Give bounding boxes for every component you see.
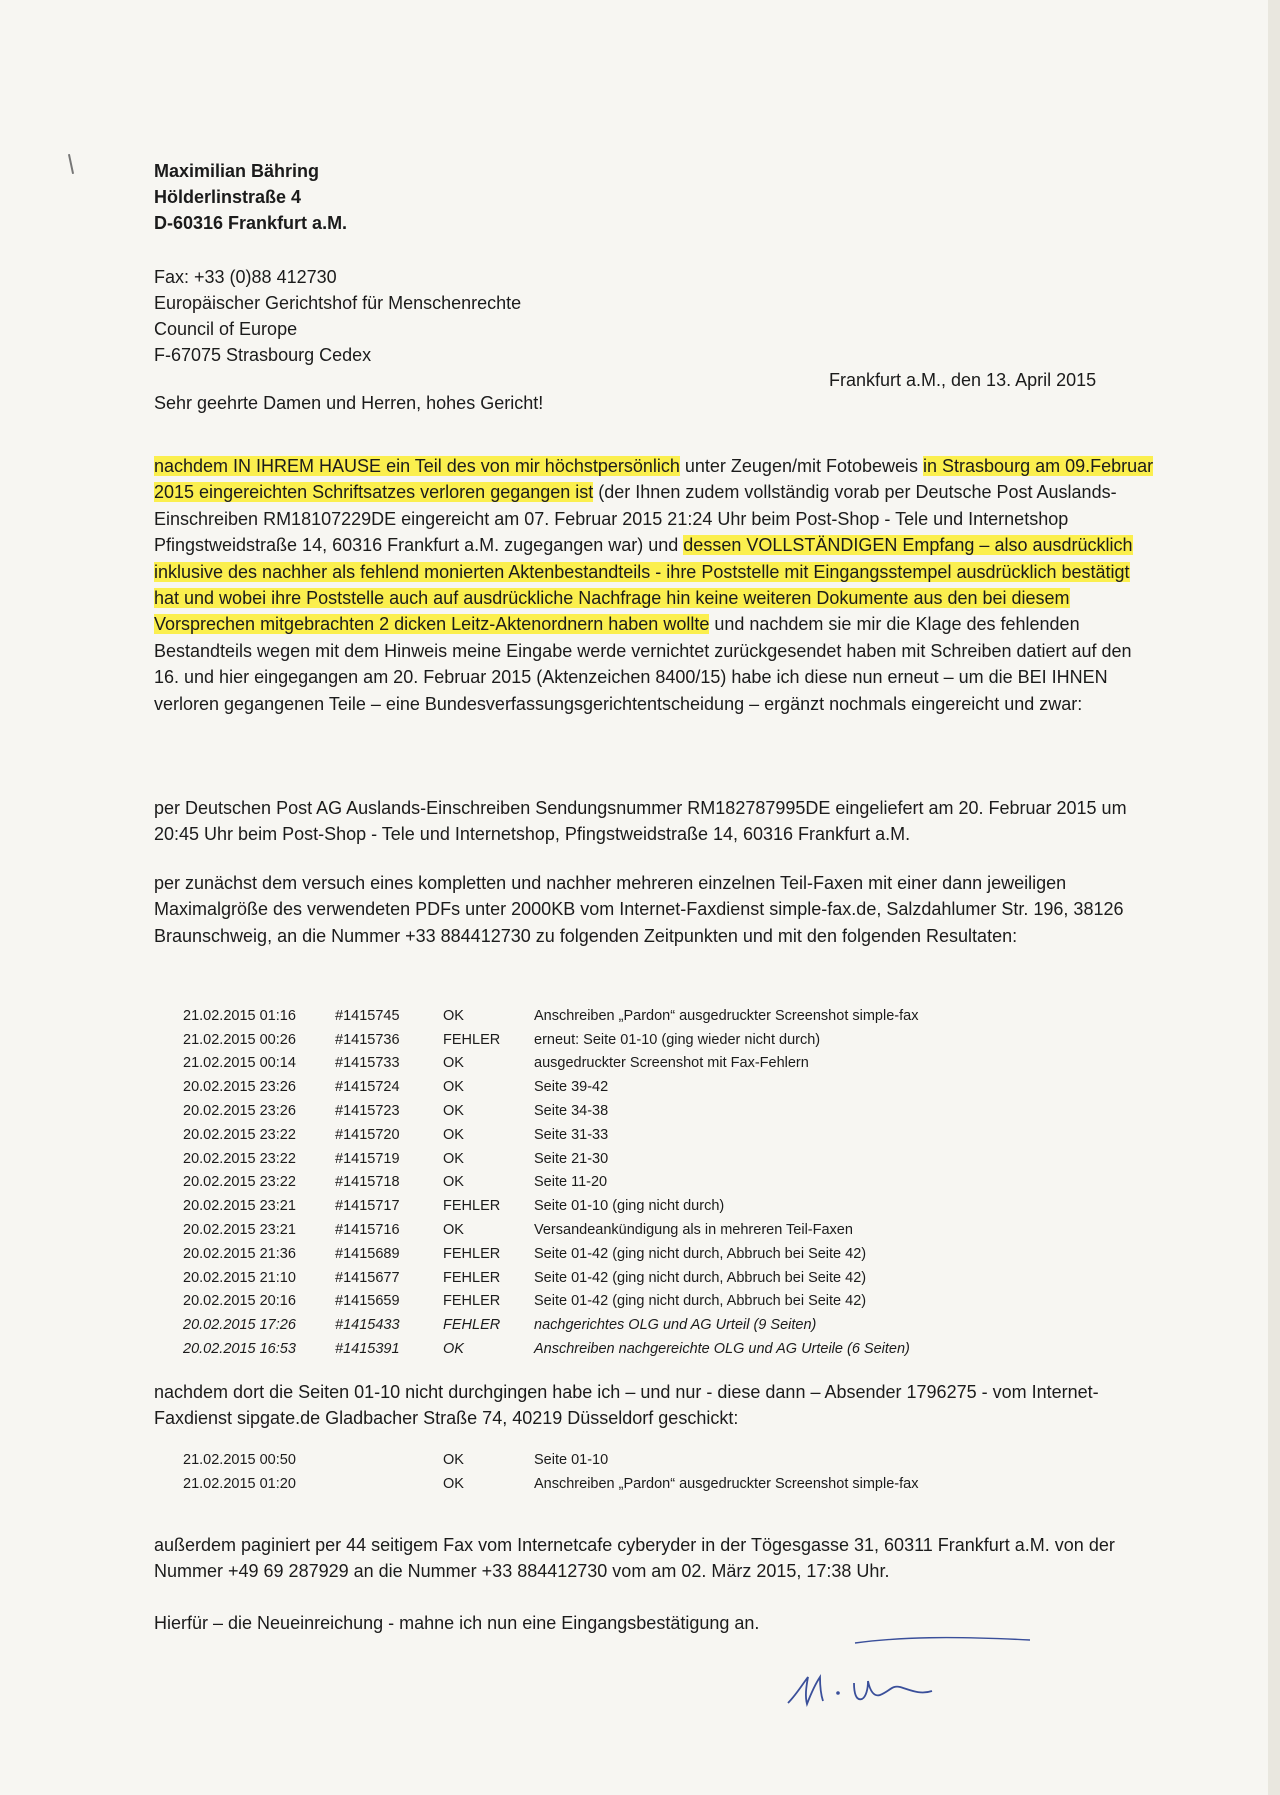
- sipgate-result: OK: [443, 1475, 464, 1492]
- fax-note: Anschreiben „Pardon“ ausgedruckter Screenshot simple-fax: [534, 1007, 919, 1024]
- fax-result: FEHLER: [443, 1198, 501, 1215]
- table-row: [183, 1218, 994, 1242]
- date-line: Frankfurt a.M., den 13. April 2015: [829, 370, 1097, 390]
- sipgate-note: Anschreiben „Pardon“ ausgedruckter Screenshot simple-fax: [534, 1475, 919, 1492]
- fax-date: 20.02.2015 23:21: [183, 1222, 296, 1239]
- paragraph-request: Hierfür – die Neueinreichung - mahne ich nun eine Eingangsbestätigung an.: [154, 1613, 760, 1633]
- fax-id: #1415677: [335, 1269, 400, 1286]
- sipgate-note: Seite 01-10: [534, 1451, 609, 1468]
- fax-result: OK: [443, 1055, 464, 1072]
- table-row: [183, 1194, 994, 1218]
- sender-city: D-60316 Frankfurt a.M.: [154, 213, 348, 233]
- fax-id: #1415716: [335, 1222, 400, 1239]
- table-row: [183, 1472, 994, 1496]
- recipient-fax: Fax: +33 (0)88 412730: [154, 267, 337, 287]
- table-row: [183, 1448, 994, 1472]
- fax-result: OK: [443, 1341, 464, 1358]
- fax-id: #1415717: [335, 1198, 400, 1215]
- table-row: [183, 1099, 994, 1123]
- fax-result: FEHLER: [443, 1317, 501, 1334]
- fax-date: 20.02.2015 21:36: [183, 1245, 296, 1262]
- fax-id: #1415659: [335, 1293, 400, 1310]
- highlight-3: dessen VOLLSTÄNDIGEN Empfang – also ausdrücklich inklusive des nachher als fehlend monierten Aktenbestandteils - ihre Poststelle mit Eingangsstempel ausdrücklich bestätigt hat und wobei ihre Poststelle auch auf ausdrückliche Nachfrage hin keine weiteren Dokumente aus den bei diesem Vorsprechen mitgebrachten 2 dicken Leitz-Aktenordnern haben wollte: [154, 535, 1133, 635]
- text-2: (der Ihnen zudem vollständig vorab per Deutsche Post Auslands-Einschreiben RM18107229DE eingereicht am 07. Februar 2015 21:24 Uhr beim Post-Shop - Tele und Internetshop Pfingstweidstraße 14, 60316 Frankfurt a.M. zugegangen war) und: [154, 482, 1117, 556]
- recipient-org: Council of Europe: [154, 319, 298, 339]
- table-row: [183, 1313, 994, 1337]
- table-row: [183, 1052, 994, 1076]
- fax-note: Seite 01-42 (ging nicht durch, Abbruch bei Seite 42): [534, 1293, 867, 1310]
- fax-result: OK: [443, 1007, 464, 1024]
- empty-cell: [335, 1472, 443, 1496]
- fax-result: OK: [443, 1103, 464, 1120]
- fax-note: erneut: Seite 01-10 (ging wieder nicht durch): [534, 1031, 821, 1048]
- fax-id: #1415733: [335, 1055, 400, 1072]
- paragraph-post: per Deutschen Post AG Auslands-Einschreiben Sendungsnummer RM182787995DE eingeliefert am 20. Februar 2015 um 20:45 Uhr beim Post-Shop - Tele und Internetshop, Pfingstweidstraße 14, 60316 Frankfurt a.M.: [154, 798, 1127, 845]
- table-row: [183, 1266, 994, 1290]
- fax-id: #1415433: [335, 1317, 400, 1334]
- fax-note: Seite 01-10 (ging nicht durch): [534, 1198, 725, 1215]
- fax-date: 20.02.2015 23:22: [183, 1174, 296, 1191]
- fax-result: OK: [443, 1174, 464, 1191]
- table-row: [183, 1075, 994, 1099]
- fax-note: Seite 31-33: [534, 1126, 609, 1143]
- fax-log-table: [183, 1004, 994, 1361]
- paragraph-main: [154, 453, 1154, 717]
- fax-id: #1415736: [335, 1031, 400, 1048]
- recipient-court: Europäischer Gerichtshof für Menschenrechte: [154, 293, 522, 313]
- sender-name: Maximilian Bähring: [154, 161, 320, 181]
- fax-note: ausgedruckter Screenshot mit Fax-Fehlern: [534, 1055, 809, 1072]
- fax-note: Versandeankündigung als in mehreren Teil-Faxen: [534, 1222, 853, 1239]
- fax-date: 21.02.2015 00:26: [183, 1031, 296, 1048]
- table-row: [183, 1337, 994, 1361]
- fax-note: Seite 39-42: [534, 1079, 609, 1096]
- fax-date: 20.02.2015 23:22: [183, 1150, 296, 1167]
- fax-date: 20.02.2015 21:10: [183, 1269, 296, 1286]
- fax-note: Seite 01-42 (ging nicht durch, Abbruch bei Seite 42): [534, 1245, 867, 1262]
- fax-id: #1415719: [335, 1150, 400, 1167]
- highlight-1: nachdem IN IHREM HAUSE ein Teil des von mir höchstpersönlich: [154, 456, 680, 476]
- fax-note: Anschreiben nachgereichte OLG und AG Urteile (6 Seiten): [534, 1341, 910, 1358]
- fax-result: OK: [443, 1222, 464, 1239]
- fax-result: FEHLER: [443, 1245, 501, 1262]
- paragraph-sipgate: nachdem dort die Seiten 01-10 nicht durchgingen habe ich – und nur - diese dann – Absender 1796275 - vom Internet-Faxdienst sipgate.de Gladbacher Straße 74, 40219 Düsseldorf geschickt:: [154, 1382, 1099, 1429]
- fax-date: 20.02.2015 16:53: [183, 1341, 296, 1358]
- paragraph-cybercafe: außerdem paginiert per 44 seitigem Fax vom Internetcafe cyberyder in der Tögesgasse 31, 60311 Frankfurt a.M. von der Nummer +49 69 287929 an die Nummer +33 884412730 vom am 02. März 2015, 17:38 Uhr.: [154, 1535, 1115, 1582]
- paragraph-fax-intro: per zunächst dem versuch eines kompletten und nachher mehreren einzelnen Teil-Faxen mit einer dann jeweiligen Maximalgröße des verwendeten PDFs unter 2000KB vom Internet-Faxdienst simple-fax.de, Salzdahlumer Str. 196, 38126 Braunschweig, an die Nummer +33 884412730 zu folgenden Zeitpunkten und mit den folgenden Resultaten:: [154, 873, 1124, 946]
- fax-date: 20.02.2015 23:26: [183, 1103, 296, 1120]
- fax-result: OK: [443, 1150, 464, 1167]
- fax-id: #1415718: [335, 1174, 400, 1191]
- fax-result: OK: [443, 1079, 464, 1096]
- table-row: [183, 1123, 994, 1147]
- fax-date: 21.02.2015 00:14: [183, 1055, 296, 1072]
- text-3: und nachdem sie mir die Klage des fehlenden Bestandteils wegen mit dem Hinweis meine Eingabe werde vernichtet zurückgesendet haben mit Schreiben datiert auf den 16. und hier eingegangen am 20. Februar 2015 (Aktenzeichen 8400/15) habe ich diese nun erneut – um die BEI IHNEN verloren gegangenen Teile – eine Bundesverfassungsgerichtentscheidung – ergänzt nochmals eingereicht und zwar:: [154, 614, 1132, 714]
- highlight-2: in Strasbourg am 09.Februar 2015 eingereichten Schriftsatzes verloren gegangen ist: [154, 456, 1154, 503]
- fax-id: #1415724: [335, 1079, 400, 1096]
- recipient-city: F-67075 Strasbourg Cedex: [154, 345, 372, 365]
- fax-date: 21.02.2015 01:16: [183, 1007, 296, 1024]
- fax-id: #1415391: [335, 1341, 400, 1358]
- fax-id: #1415720: [335, 1126, 400, 1143]
- sipgate-date: 21.02.2015 00:50: [183, 1451, 296, 1468]
- table-row: [183, 1242, 994, 1266]
- fax-id: #1415745: [335, 1007, 400, 1024]
- fax-date: 20.02.2015 20:16: [183, 1293, 296, 1310]
- table-row: [183, 1028, 994, 1052]
- sipgate-result: OK: [443, 1451, 464, 1468]
- fax-id: #1415723: [335, 1103, 400, 1120]
- empty-cell: [335, 1448, 443, 1472]
- table-row: [183, 1290, 994, 1314]
- table-row: [183, 1004, 994, 1028]
- fax-result: FEHLER: [443, 1031, 501, 1048]
- margin-mark: [68, 154, 74, 174]
- fax-id: #1415689: [335, 1245, 400, 1262]
- text-1: unter Zeugen/mit Fotobeweis: [679, 456, 924, 476]
- fax-note: Seite 21-30: [534, 1150, 609, 1167]
- sender-block: [154, 158, 347, 236]
- recipient-block: [154, 264, 521, 368]
- fax-note: Seite 01-42 (ging nicht durch, Abbruch bei Seite 42): [534, 1269, 867, 1286]
- fax-date: 20.02.2015 23:26: [183, 1079, 296, 1096]
- table-row: [183, 1147, 994, 1171]
- salutation: Sehr geehrte Damen und Herren, hohes Gericht!: [154, 393, 544, 413]
- fax-date: 20.02.2015 23:22: [183, 1126, 296, 1143]
- table-row: [183, 1171, 994, 1195]
- fax-note: Seite 11-20: [534, 1174, 608, 1191]
- fax-date: 20.02.2015 23:21: [183, 1198, 296, 1215]
- scan-edge: [1268, 0, 1280, 1795]
- sender-street: Hölderlinstraße 4: [154, 187, 302, 207]
- sipgate-log-table: [183, 1448, 994, 1496]
- fax-note: Seite 34-38: [534, 1103, 609, 1120]
- fax-date: 20.02.2015 17:26: [183, 1317, 296, 1334]
- fax-note: nachgerichtes OLG und AG Urteil (9 Seiten): [534, 1317, 817, 1334]
- fax-result: OK: [443, 1126, 464, 1143]
- sipgate-date: 21.02.2015 01:20: [183, 1475, 296, 1492]
- signature-icon: [780, 1625, 1040, 1715]
- fax-result: FEHLER: [443, 1293, 501, 1310]
- fax-result: FEHLER: [443, 1269, 501, 1286]
